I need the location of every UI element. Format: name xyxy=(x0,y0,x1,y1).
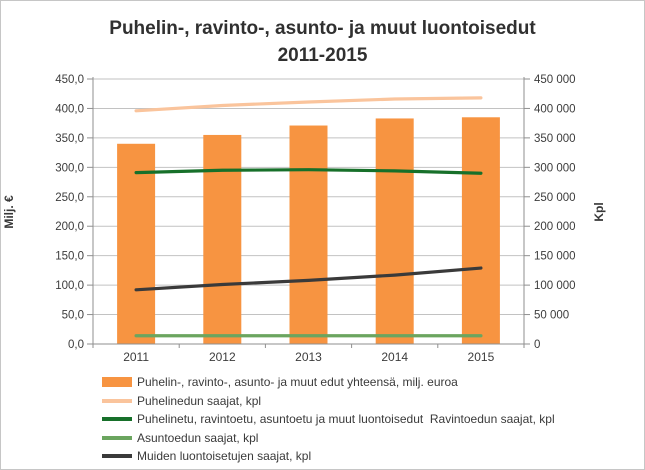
right-axis-tick-label: 300 000 xyxy=(534,162,576,175)
left-axis-tick-label: 50,0 xyxy=(61,309,84,322)
left-axis-tick-label: 300,0 xyxy=(55,162,84,175)
legend-row-2 xyxy=(102,410,555,429)
chart-title-line2: 2011-2015 xyxy=(277,45,368,66)
right-axis-tick-label: 0 xyxy=(534,339,541,351)
right-axis-tick-label: 150 000 xyxy=(534,250,576,263)
x-axis-label-2012: 2012 xyxy=(208,350,236,364)
bar-2015 xyxy=(462,117,500,344)
x-axis-label-2011: 2011 xyxy=(123,350,150,364)
left-axis-tick-label: 0,0 xyxy=(68,339,84,351)
legend-label-0: Puhelin-, ravinto-, asunto- ja muut edut yhteensä, milj. euroa xyxy=(137,375,458,389)
left-axis-tick-label: 250,0 xyxy=(55,191,84,204)
legend-marker-line-icon xyxy=(102,454,132,458)
right-axis-tick-label: 450 000 xyxy=(534,74,576,86)
x-axis-label-2013: 2013 xyxy=(295,350,322,364)
chart-title-line1: Puhelin-, ravinto-, asunto- ja muut luontoisedut xyxy=(109,18,536,39)
right-axis-tick-label: 200 000 xyxy=(534,221,576,234)
right-axis-tick-label: 50 000 xyxy=(534,309,570,322)
left-axis-tick-label: 100,0 xyxy=(55,280,84,293)
legend-label-1: Puhelinedun saajat, kpl xyxy=(137,393,262,408)
left-axis-tick-label: 150,0 xyxy=(55,250,84,263)
right-axis-tick-label: 250 000 xyxy=(534,191,576,204)
legend-marker-bar-icon xyxy=(102,377,132,387)
left-axis-tick-label: 450,0 xyxy=(55,74,84,86)
right-axis-tick-label: 400 000 xyxy=(534,103,576,116)
right-axis-tick-label: 350 000 xyxy=(534,132,576,145)
bar-2013 xyxy=(290,126,328,344)
left-axis-tick-label: 200,0 xyxy=(55,221,84,234)
right-axis-title: Kpl xyxy=(592,202,606,222)
right-axis-tick-label: 100 000 xyxy=(534,280,576,293)
legend-marker-line-icon xyxy=(102,417,132,421)
legend-label-3: Asuntoedun saajat, kpl xyxy=(137,430,259,445)
bar-2014 xyxy=(376,118,414,344)
legend-label-2: Puhelinetu, ravintoetu, asuntoetu ja muut luontoisedut Ravintoedun saajat, kpl xyxy=(137,412,555,426)
x-axis-label-2015: 2015 xyxy=(467,350,495,364)
legend-row-4 xyxy=(102,447,555,466)
left-axis-title: Milj. € xyxy=(2,195,16,229)
bar-2012 xyxy=(203,135,241,344)
legend-row-1 xyxy=(102,392,555,411)
left-axis-tick-label: 350,0 xyxy=(55,132,84,145)
legend xyxy=(102,373,555,466)
left-axis-tick-label: 400,0 xyxy=(55,103,84,116)
legend-label-4: Muiden luontoisetujen saajat, kpl xyxy=(137,449,312,463)
legend-row-3 xyxy=(102,429,555,448)
x-axis-label-2014: 2014 xyxy=(381,350,409,364)
legend-marker-line-icon xyxy=(102,399,132,403)
legend-marker-line-icon xyxy=(102,436,132,440)
legend-row-0 xyxy=(102,373,555,392)
